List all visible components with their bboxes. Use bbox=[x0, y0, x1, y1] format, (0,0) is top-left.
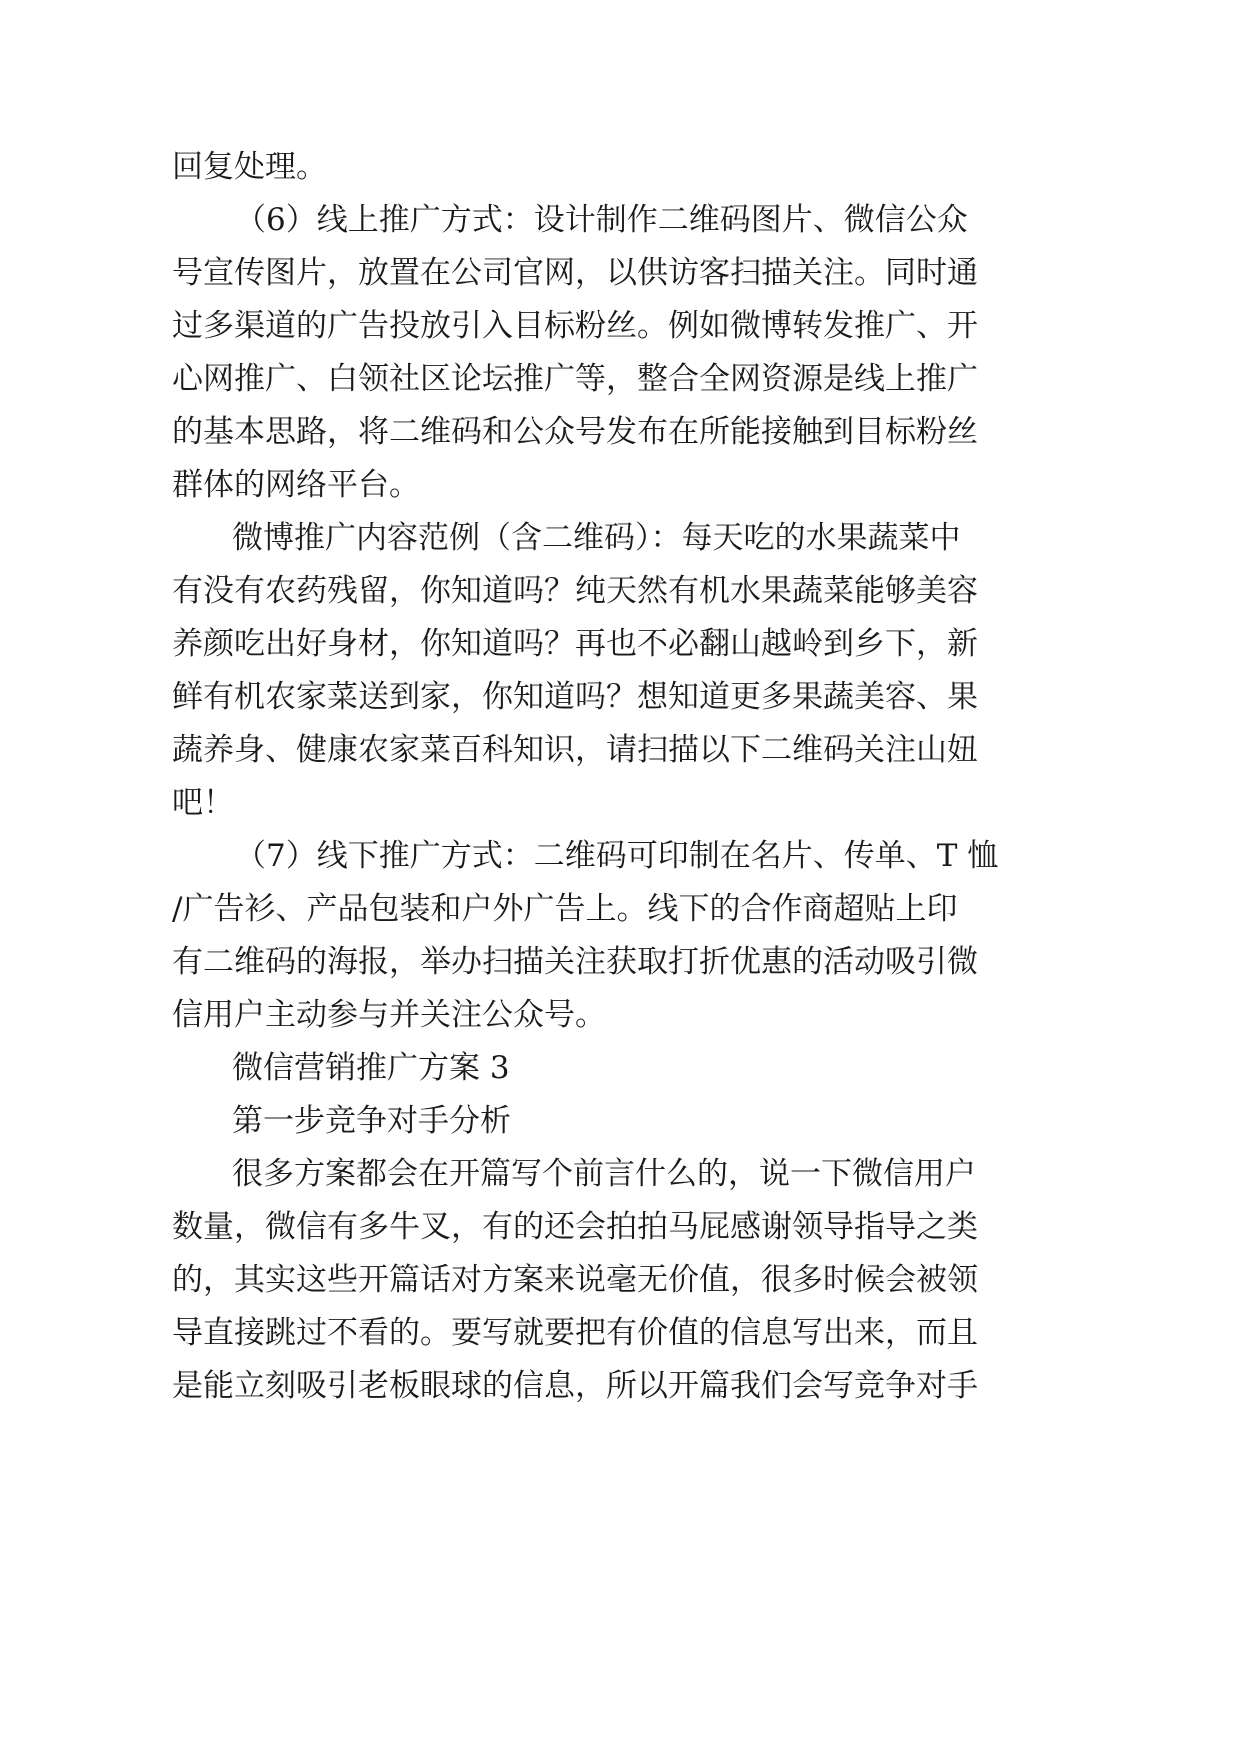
text-line: 吧！ bbox=[172, 785, 234, 821]
text-line: 号宣传图片，放置在公司官网，以供访客扫描关注。同时通 bbox=[172, 255, 978, 291]
text-line: 有二维码的海报，举办扫描关注获取打折优惠的活动吸引微 bbox=[172, 944, 978, 980]
text-line: 信用户主动参与并关注公众号。 bbox=[172, 997, 606, 1033]
text-line: 很多方案都会在开篇写个前言什么的，说一下微信用户 bbox=[232, 1156, 976, 1192]
text-line: 数量，微信有多牛叉，有的还会拍拍马屁感谢领导指导之类 bbox=[172, 1209, 978, 1245]
text-line: 导直接跳过不看的。要写就要把有价值的信息写出来，而且 bbox=[172, 1315, 978, 1351]
text-line: 回复处理。 bbox=[172, 149, 327, 185]
text-line: （6）线上推广方式：设计制作二维码图片、微信公众 bbox=[235, 202, 968, 238]
text-line: 的，其实这些开篇话对方案来说毫无价值，很多时候会被领 bbox=[172, 1262, 978, 1298]
text-line: 微博推广内容范例（含二维码）：每天吃的水果蔬菜中 bbox=[232, 520, 961, 556]
text-line: 鲜有机农家菜送到家，你知道吗？想知道更多果蔬美容、果 bbox=[172, 679, 978, 715]
text-line: 有没有农药残留，你知道吗？纯天然有机水果蔬菜能够美容 bbox=[172, 573, 978, 609]
text-line: 过多渠道的广告投放引入目标粉丝。例如微博转发推广、开 bbox=[172, 308, 978, 344]
text-line: /广告衫、产品包装和户外广告上。线下的合作商超贴上印 bbox=[172, 891, 958, 927]
section-title: 微信营销推广方案 3 bbox=[232, 1050, 510, 1086]
text-line: （7）线下推广方式：二维码可印制在名片、传单、T 恤 bbox=[235, 838, 999, 874]
section-subtitle: 第一步竞争对手分析 bbox=[232, 1103, 511, 1139]
text-line: 的基本思路，将二维码和公众号发布在所能接触到目标粉丝 bbox=[172, 414, 978, 450]
text-line: 是能立刻吸引老板眼球的信息，所以开篇我们会写竞争对手 bbox=[172, 1368, 978, 1404]
text-line: 心网推广、白领社区论坛推广等，整合全网资源是线上推广 bbox=[172, 361, 978, 397]
text-line: 蔬养身、健康农家菜百科知识，请扫描以下二维码关注山妞 bbox=[172, 732, 978, 768]
text-line: 养颜吃出好身材，你知道吗？再也不必翻山越岭到乡下，新 bbox=[172, 626, 978, 662]
text-line: 群体的网络平台。 bbox=[172, 467, 420, 503]
